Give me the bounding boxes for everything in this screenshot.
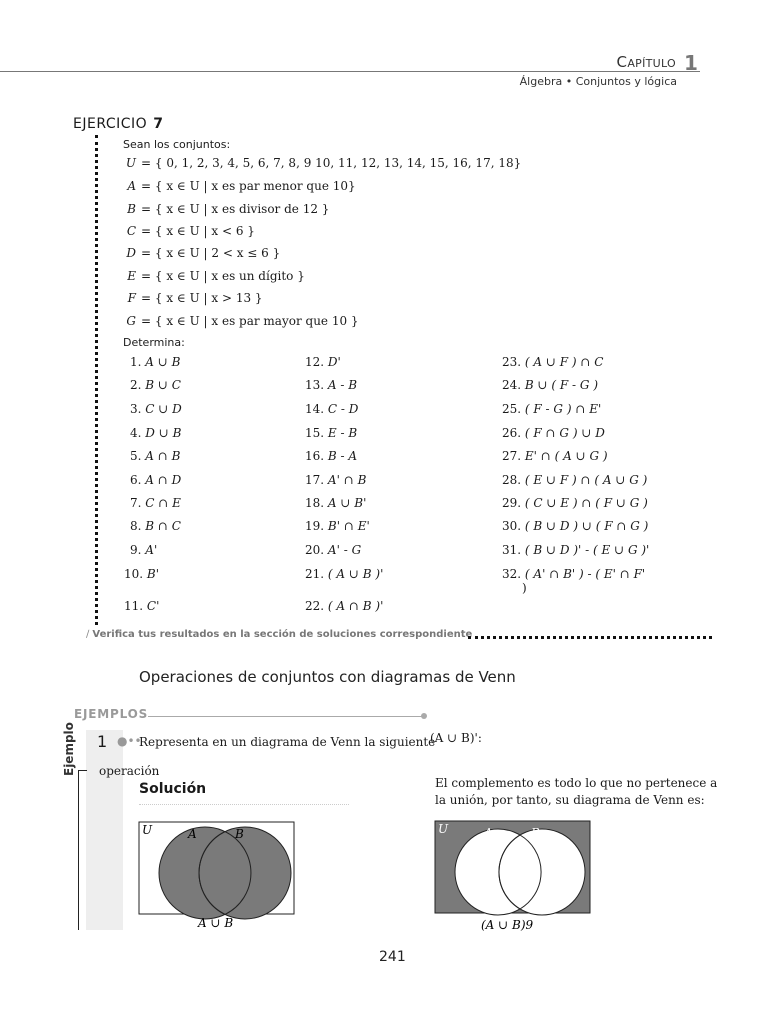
- item-expression: C ∩ E: [145, 496, 181, 510]
- item-number: 9.: [130, 543, 142, 557]
- examples-rule: [148, 716, 423, 717]
- set-definition: = { x ∈ U | x es par menor que 10}: [141, 179, 356, 193]
- venn-set-a-label: A: [188, 827, 197, 841]
- set-name: F: [127, 291, 136, 305]
- item-expression: ( F ∩ G ) ∪ D: [524, 426, 605, 440]
- item-expression: A': [145, 543, 158, 557]
- example-side-line: [78, 770, 79, 930]
- set-def-a: [122, 179, 356, 193]
- exercise-item-13: [305, 378, 357, 392]
- header-rule: [0, 71, 700, 72]
- set-name: B: [127, 202, 136, 216]
- exercise-item-12: [305, 355, 341, 369]
- item-number: 15.: [305, 426, 325, 440]
- exercise-item-6: [130, 473, 181, 487]
- section-title: Operaciones de conjuntos con diagramas de Venn: [139, 668, 516, 686]
- set-definition: = { x ∈ U | 2 < x ≤ 6 }: [141, 246, 281, 260]
- exercise-item-5: [130, 449, 180, 463]
- item-number: 3.: [130, 402, 142, 416]
- item-expression: ( A ∩ B )': [327, 599, 384, 613]
- item-number: 25.: [502, 402, 522, 416]
- item-expression: B ∪ ( F - G ): [524, 378, 599, 392]
- exercise-item-29: [502, 496, 648, 510]
- exercise-item-17: [305, 473, 366, 487]
- set-def-u: [122, 156, 521, 170]
- item-number: 2.: [130, 378, 142, 392]
- exercise-item-32-wrap: [522, 581, 527, 595]
- exercise-item-24: [502, 378, 598, 392]
- item-number: 5.: [130, 449, 142, 463]
- exercise-item-27: [502, 449, 608, 463]
- exercise-item-31: [502, 543, 649, 557]
- set-def-c: [122, 224, 255, 238]
- venn-circle-b: [499, 829, 585, 915]
- exercise-item-11: [124, 599, 159, 613]
- item-expression: A' ∩ B: [327, 473, 367, 487]
- example-vertical-text: Ejemplo: [62, 722, 76, 776]
- examples-rule-dot: [421, 713, 427, 719]
- item-number: 6.: [130, 473, 142, 487]
- verify-note: [86, 629, 472, 640]
- set-def-e: [122, 269, 305, 283]
- item-expression: D': [327, 355, 341, 369]
- item-expression: A ∩ B: [145, 449, 181, 463]
- item-number: 19.: [305, 519, 325, 533]
- set-name: G: [126, 314, 136, 328]
- item-expression: C': [146, 599, 160, 613]
- exercise-item-28: [502, 473, 647, 487]
- exercise-item-14: [305, 402, 358, 416]
- examples-heading: EJEMPLOS: [74, 707, 149, 721]
- solution-label: Solución: [139, 781, 207, 797]
- determine-label: Determina:: [123, 336, 185, 349]
- item-number: 16.: [305, 449, 325, 463]
- item-number: 11.: [124, 599, 144, 613]
- item-number: 32.: [502, 567, 522, 581]
- set-name: A: [127, 179, 136, 193]
- exercise-item-2: [130, 378, 181, 392]
- exercise-item-15: [305, 426, 357, 440]
- item-expression: ): [522, 581, 527, 595]
- example-sidebar-bg: [86, 730, 123, 930]
- item-number: 30.: [502, 519, 522, 533]
- item-expression: B ∪ C: [145, 378, 181, 392]
- example-expression: (A ∪ B)':: [430, 731, 482, 745]
- set-def-f: [122, 291, 263, 305]
- item-expression: A' - G: [327, 543, 362, 557]
- venn-universe-label: U: [142, 823, 153, 837]
- exercise-item-19: [305, 519, 370, 533]
- dotted-margin-line: [95, 135, 101, 625]
- example-statement-cont: operación: [99, 764, 160, 778]
- exercise-item-18: [305, 496, 366, 510]
- item-expression: A ∪ B': [327, 496, 367, 510]
- exercise-item-4: [130, 426, 181, 440]
- item-number: 22.: [305, 599, 325, 613]
- item-expression: ( A ∪ F ) ∩ C: [524, 355, 604, 369]
- item-number: 14.: [305, 402, 325, 416]
- set-definition: = { x ∈ U | x < 6 }: [141, 224, 255, 238]
- exercise-title: [73, 116, 163, 132]
- venn-set-b-label: B: [235, 827, 244, 841]
- item-expression: A ∪ B: [145, 355, 181, 369]
- exercise-item-23: [502, 355, 603, 369]
- example-vertical-label: [62, 724, 82, 774]
- example-number-dots: ●••: [117, 734, 142, 748]
- exercise-number: 7: [153, 116, 164, 132]
- item-expression: E' ∩ ( A ∪ G ): [524, 449, 608, 463]
- item-number: 24.: [502, 378, 522, 392]
- exercise-item-26: [502, 426, 605, 440]
- item-number: 17.: [305, 473, 325, 487]
- set-def-b: [122, 202, 329, 216]
- item-number: 7.: [130, 496, 142, 510]
- exercise-item-25: [502, 402, 601, 416]
- item-number: 4.: [130, 426, 142, 440]
- set-definition: = { x ∈ U | x es par mayor que 10 }: [141, 314, 359, 328]
- chapter-label: Capítulo: [616, 53, 676, 71]
- exercise-item-16: [305, 449, 357, 463]
- item-expression: B ∩ C: [145, 519, 181, 533]
- item-number: 23.: [502, 355, 522, 369]
- exercise-item-1: [130, 355, 180, 369]
- item-number: 31.: [502, 543, 522, 557]
- venn-universe-label: U: [438, 822, 449, 836]
- item-expression: ( F - G ) ∩ E': [524, 402, 602, 416]
- item-number: 26.: [502, 426, 522, 440]
- item-number: 1.: [130, 355, 142, 369]
- set-name: E: [127, 269, 136, 283]
- verify-text: Verifica tus resultados en la sección de soluciones correspondiente: [92, 629, 473, 640]
- page-number: 241: [379, 949, 406, 965]
- exercise-item-30: [502, 519, 648, 533]
- exercise-item-20: [305, 543, 361, 557]
- set-definition: = { x ∈ U | x > 13 }: [141, 291, 263, 305]
- item-number: 21.: [305, 567, 325, 581]
- exercise-item-9: [130, 543, 157, 557]
- sets-intro: Sean los conjuntos:: [123, 138, 231, 151]
- item-expression: E - B: [327, 426, 358, 440]
- item-number: 29.: [502, 496, 522, 510]
- slash-mark: ∕: [86, 629, 90, 640]
- venn-set-a-label: A: [484, 826, 493, 840]
- item-expression: C ∪ D: [145, 402, 182, 416]
- set-def-d: [122, 246, 280, 260]
- item-number: 12.: [305, 355, 325, 369]
- set-definition: = { x ∈ U | x es un dígito }: [141, 269, 305, 283]
- set-definition: = { 0, 1, 2, 3, 4, 5, 6, 7, 8, 9 10, 11, 12, 13, 14, 15, 16, 17, 18}: [141, 156, 522, 170]
- exercise-title-label: EJERCICIO: [73, 116, 148, 132]
- item-number: 18.: [305, 496, 325, 510]
- item-expression: A - B: [327, 378, 358, 392]
- item-expression: B - A: [327, 449, 358, 463]
- complement-explanation: El complemento es todo lo que no pertenece a la unión, por tanto, su diagrama de Venn es:: [435, 776, 718, 807]
- exercise-item-32: [502, 567, 645, 581]
- verify-dotted-line: [468, 636, 712, 639]
- exercise-item-21: [305, 567, 383, 581]
- item-expression: ( C ∪ E ) ∩ ( F ∪ G ): [524, 496, 648, 510]
- venn-caption: A ∪ B: [198, 916, 234, 930]
- item-expression: ( B ∪ D )' - ( E ∪ G )': [524, 543, 650, 557]
- venn-complement-diagram: [434, 820, 594, 934]
- exercise-item-8: [130, 519, 181, 533]
- item-expression: A ∩ D: [145, 473, 182, 487]
- exercise-item-22: [305, 599, 383, 613]
- chapter-subtitle: Álgebra • Conjuntos y lógica: [519, 75, 677, 88]
- exercise-item-7: [130, 496, 181, 510]
- set-name: C: [126, 224, 136, 238]
- faded-text-line: [139, 804, 349, 809]
- exercise-item-10: [124, 567, 159, 581]
- set-name: D: [126, 246, 136, 260]
- item-number: 13.: [305, 378, 325, 392]
- item-expression: B': [146, 567, 160, 581]
- chapter-number: 1: [684, 51, 698, 75]
- item-expression: ( E ∪ F ) ∩ ( A ∪ G ): [524, 473, 648, 487]
- venn-caption: (A ∪ B)9: [481, 918, 534, 932]
- set-definition: = { x ∈ U | x es divisor de 12 }: [141, 202, 330, 216]
- set-name: U: [125, 156, 136, 170]
- venn-union-diagram: [138, 821, 298, 931]
- item-expression: ( A' ∩ B' ) - ( E' ∩ F': [524, 567, 646, 581]
- item-expression: B' ∩ E': [327, 519, 370, 533]
- venn-set-b-label: B: [531, 826, 540, 840]
- item-number: 8.: [130, 519, 142, 533]
- item-number: 10.: [124, 567, 144, 581]
- item-expression: ( B ∪ D ) ∪ ( F ∩ G ): [524, 519, 649, 533]
- set-def-g: [122, 314, 359, 328]
- item-expression: C - D: [327, 402, 359, 416]
- item-number: 28.: [502, 473, 522, 487]
- item-number: 27.: [502, 449, 522, 463]
- item-number: 20.: [305, 543, 325, 557]
- exercise-item-3: [130, 402, 182, 416]
- example-statement: Representa en un diagrama de Venn la siguiente: [139, 735, 436, 749]
- example-number: 1: [97, 732, 108, 751]
- item-expression: ( A ∪ B )': [327, 567, 384, 581]
- item-expression: D ∪ B: [145, 426, 182, 440]
